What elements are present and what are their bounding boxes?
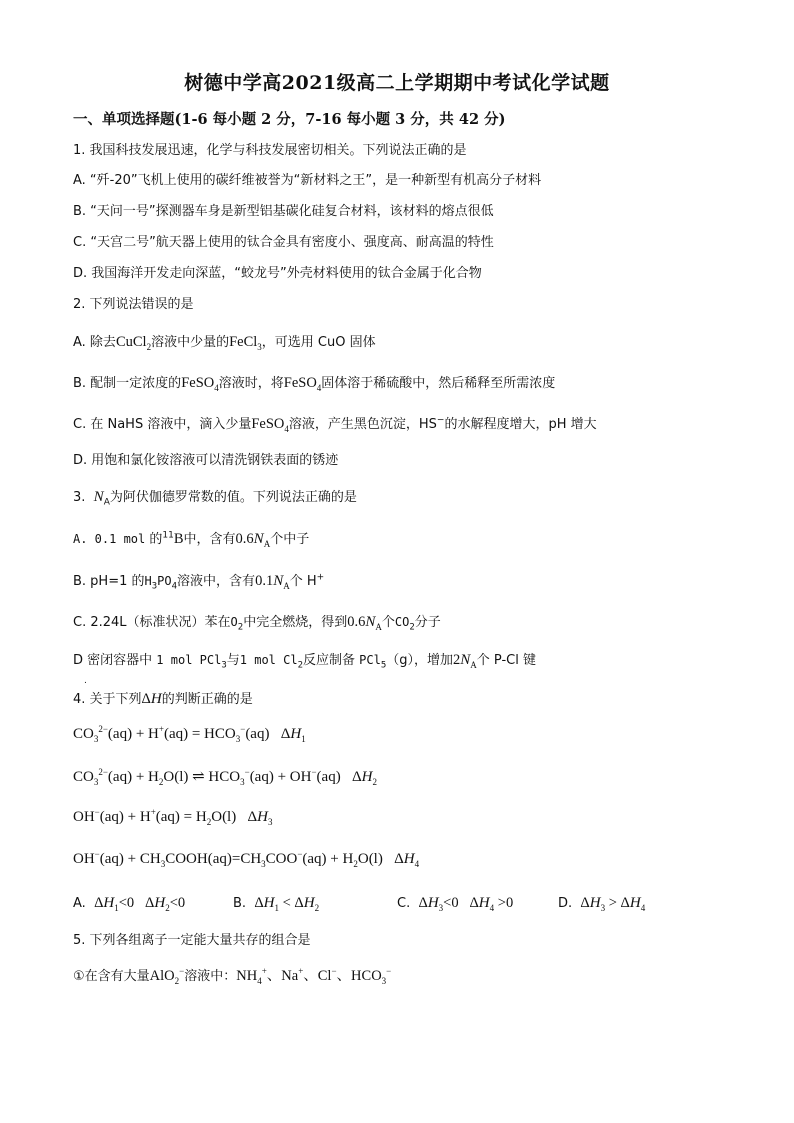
q3-option-c: C. 2.24L（标准状况）苯在$O_2$中完全燃烧，得到$0.6N_A$个$CO_2$分子 <box>73 614 441 633</box>
q4-equation-2: $CO_3^{2-}(aq) + H_2O(l)$ ⇌ $HCO_3^-(aq) + OH^-(aq)$ $\Delta H_2$ <box>73 767 377 787</box>
q1-option-b: B. “天问一号”探测器车身是新型铝基碳化硅复合材料，该材料的熔点很低 <box>73 204 494 219</box>
q5-stem: 5. 下列各组离子一定能大量共存的组合是 <box>73 933 311 948</box>
q5-item-1: ①在含有大量AlO$_2$−溶液中：$NH_4^+$、Na+、Cl−、$HCO_3^-$ <box>73 966 392 986</box>
q1-option-d: D. 我国海洋开发走向深蓝，“蛟龙号”外壳材料使用的钛合金属于化合物 <box>73 266 482 281</box>
q4-option-c: C. $\Delta H_3<0$ $\Delta H_4 >0$ <box>397 895 514 913</box>
q2-option-c: C. 在 NaHS 溶液中，滴入少量FeSO$_4$溶液，产生黑色沉淀，HS−的水解程度增大，pH 增大 <box>73 415 597 434</box>
q4-stem: 4. 关于下列ΔH的判断正确的是 <box>73 691 253 707</box>
q1-option-a: A. “歼-20”飞机上使用的碳纤维被誉为“新材料之王”，是一种新型有机高分子材料 <box>73 173 542 188</box>
q3-option-a: A. 0.1 mol 的$^{11}$B中，含有$0.6N_A$个中子 <box>73 530 310 549</box>
q4-equation-3: $OH^-(aq) + H^+(aq) = H_2O(l)$ $\Delta H_3$ <box>73 807 273 827</box>
q2-option-a: A. 除去CuCl$_2$溶液中少量的FeCl$_3$，可选用 CuO 固体 <box>73 334 376 352</box>
page-title: 树德中学高2021级高二上学期期中考试化学试题 <box>184 72 610 94</box>
q3-option-b: B. pH=1 的$H_3PO_4$溶液中，含有$0.1N_A$个 H+ <box>73 572 325 592</box>
q2-stem: 2. 下列说法错误的是 <box>73 297 194 312</box>
section-heading: 一、单项选择题(1-6 每小题 2 分，7-16 每小题 3 分，共 42 分) <box>73 111 506 128</box>
q3-stem: 3. $N_A$为阿伏伽德罗常数的值。下列说法正确的是 <box>73 489 357 508</box>
q4-equation-4: $OH^-(aq) + CH_3COOH(aq)=CH_3COO^-(aq) + H_2O(l)$ $\Delta H_4$ <box>73 849 420 869</box>
q4-option-b: B. $\Delta H_1 < \Delta H_2$ <box>233 895 320 913</box>
q2-option-b: B. 配制一定浓度的FeSO$_4$溶液时，将FeSO$_4$固体溶于稀硫酸中，然后稀释至所需浓度 <box>73 375 556 393</box>
q4-option-a: A. $\Delta H_1<0$ $\Delta H_2<0$ <box>73 895 186 913</box>
q2-option-d: D. 用饱和氯化铵溶液可以清洗钢铁表面的锈迹 <box>73 453 339 468</box>
dot-mark: . <box>84 676 87 686</box>
q1-option-c: C. “天宫二号”航天器上使用的钛合金具有密度小、强度高、耐高温的特性 <box>73 235 494 250</box>
q4-equation-1: $CO_3^{2-}(aq) + H^+(aq) = HCO_3^-(aq)$ $\Delta H_1$ <box>73 724 306 744</box>
q1-stem: 1. 我国科技发展迅速，化学与科技发展密切相关。下列说法正确的是 <box>73 143 467 158</box>
q3-option-d: D 密闭容器中 1 mol PCl$_3$与1 mol $Cl_2$反应制备 PCl$_5$（g），增加$2N_A$个 P-Cl 键 <box>73 652 536 671</box>
q4-option-d: D. $\Delta H_3 > \Delta H_4$ <box>558 895 646 913</box>
